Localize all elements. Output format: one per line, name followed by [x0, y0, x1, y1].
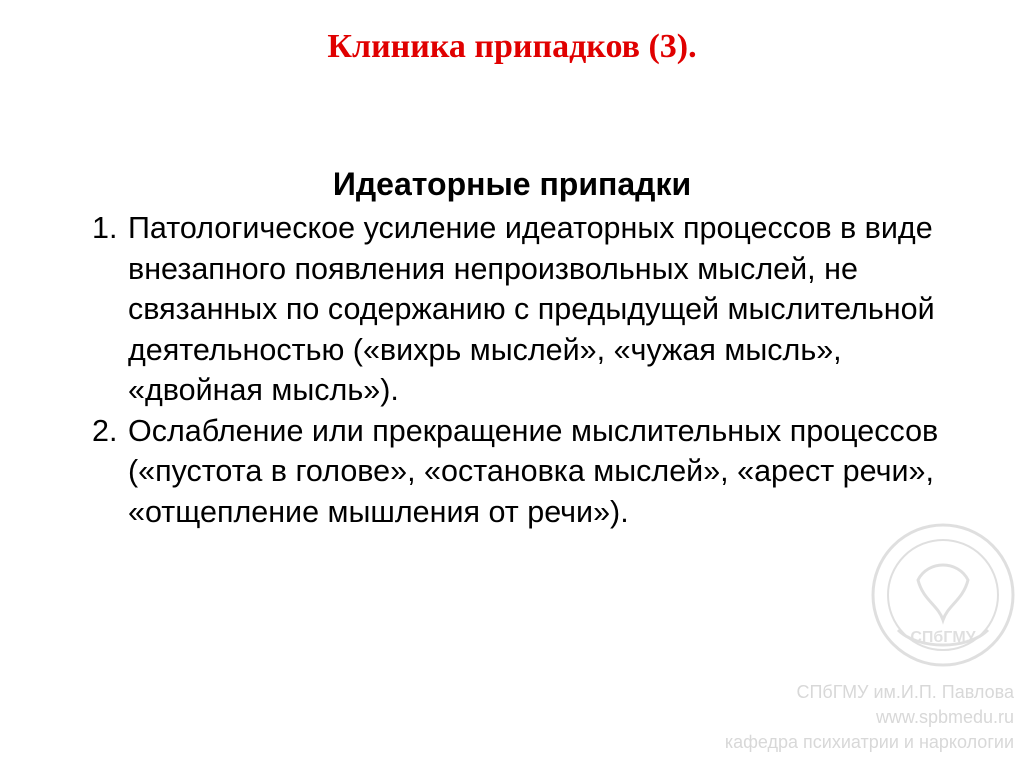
slide-subtitle: Идеаторные припадки [332, 166, 692, 202]
watermark-line: кафедра психиатрии и наркологии [724, 732, 1014, 752]
list-item [92, 208, 942, 411]
list-item [92, 411, 942, 533]
watermark-line: СПбГМУ им.И.П. Павлова [796, 682, 1014, 702]
university-seal-icon [868, 520, 1018, 670]
list-item-number: 1. [92, 211, 118, 245]
list-item-text: Патологическое усиление идеаторных процессов в виде внезапного появления непроизвольных мыслей, не связанных по содержанию с предыдущей мыслительной деятельностью («вихрь мыслей», «чужая мысль», «двойная мысль»). [128, 211, 935, 407]
slide-title: Клиника припадков (3). [327, 28, 697, 65]
seal-text: СПбГМУ [910, 629, 976, 646]
watermark-line: www.spbmedu.ru [875, 707, 1014, 727]
watermark-text [725, 680, 1014, 755]
numbered-list [92, 208, 942, 532]
list-item-text: Ослабление или прекращение мыслительных процессов («пустота в голове», «остановка мыслей», «арест речи», «отщепление мышления от речи»). [128, 413, 939, 529]
list-item-number: 2. [92, 413, 118, 448]
